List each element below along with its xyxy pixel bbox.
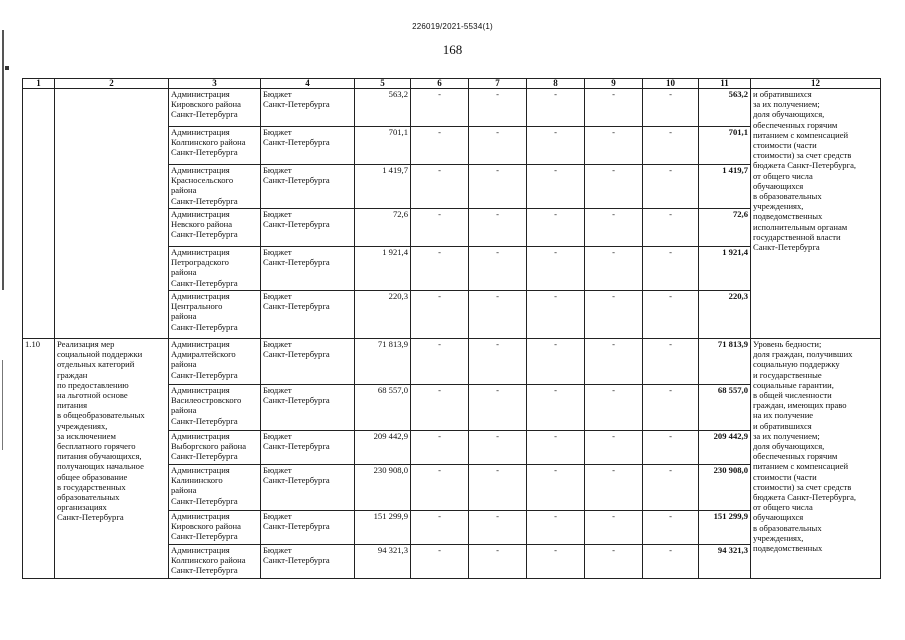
total-cell: 151 299,9 [699, 511, 751, 545]
executor-cell: Администрация Калининского района Санкт-Петербурга [169, 465, 261, 511]
total-cell: 209 442,9 [699, 431, 751, 465]
empty-year-cell: - [585, 431, 643, 465]
column-number: 4 [261, 79, 355, 89]
amount-cell: 220,3 [355, 291, 411, 339]
funding-source-cell: Бюджет Санкт-Петербурга [261, 545, 355, 579]
empty-year-cell: - [527, 89, 585, 127]
column-number: 9 [585, 79, 643, 89]
empty-year-cell: - [469, 385, 527, 431]
amount-cell: 68 557,0 [355, 385, 411, 431]
empty-year-cell: - [527, 511, 585, 545]
empty-year-cell: - [469, 511, 527, 545]
column-number: 3 [169, 79, 261, 89]
column-number: 6 [411, 79, 469, 89]
empty-year-cell: - [585, 209, 643, 247]
empty-year-cell: - [527, 165, 585, 209]
executor-cell: Администрация Кировского района Санкт-Петербурга [169, 89, 261, 127]
empty-year-cell: - [411, 209, 469, 247]
column-number: 1 [23, 79, 55, 89]
empty-year-cell: - [643, 465, 699, 511]
empty-year-cell: - [643, 511, 699, 545]
column-number: 8 [527, 79, 585, 89]
column-number: 5 [355, 79, 411, 89]
empty-year-cell: - [527, 385, 585, 431]
empty-year-cell: - [585, 165, 643, 209]
empty-year-cell: - [411, 165, 469, 209]
amount-cell: 94 321,3 [355, 545, 411, 579]
funding-source-cell: Бюджет Санкт-Петербурга [261, 165, 355, 209]
funding-source-cell: Бюджет Санкт-Петербурга [261, 511, 355, 545]
column-number: 7 [469, 79, 527, 89]
amount-cell: 230 908,0 [355, 465, 411, 511]
empty-year-cell: - [585, 511, 643, 545]
executor-cell: Администрация Кировского района Санкт-Петербурга [169, 511, 261, 545]
amount-cell: 563,2 [355, 89, 411, 127]
empty-year-cell: - [643, 385, 699, 431]
empty-year-cell: - [643, 247, 699, 291]
indicator-cell: Уровень бедности; доля граждан, получивших социальную поддержку и государственные социальные гарантии, в общей численности граждан, имеющих право на их получение и обратившихся за их получением; доля обучающихся, обеспеченных горячим питанием с компенсацией стоимости (части стоимости) за счет средств бюджета Санкт-Петербурга, от общего числа обучающихся в образовательных учреждениях, подведомственных [751, 339, 881, 579]
empty-year-cell: - [643, 545, 699, 579]
executor-cell: Администрация Петроградского района Санкт-Петербурга [169, 247, 261, 291]
scan-speck [5, 66, 9, 70]
empty-year-cell: - [469, 339, 527, 385]
empty-year-cell: - [585, 291, 643, 339]
total-cell: 71 813,9 [699, 339, 751, 385]
total-cell: 1 419,7 [699, 165, 751, 209]
executor-cell: Администрация Центрального района Санкт-Петербурга [169, 291, 261, 339]
funding-source-cell: Бюджет Санкт-Петербурга [261, 127, 355, 165]
empty-year-cell: - [469, 465, 527, 511]
total-cell: 230 908,0 [699, 465, 751, 511]
column-number: 11 [699, 79, 751, 89]
empty-year-cell: - [411, 89, 469, 127]
empty-year-cell: - [411, 465, 469, 511]
empty-year-cell: - [469, 291, 527, 339]
empty-year-cell: - [411, 291, 469, 339]
empty-year-cell: - [469, 545, 527, 579]
funding-source-cell: Бюджет Санкт-Петербурга [261, 291, 355, 339]
empty-year-cell: - [527, 291, 585, 339]
table-row [23, 89, 881, 127]
funding-source-cell: Бюджет Санкт-Петербурга [261, 431, 355, 465]
empty-year-cell: - [527, 339, 585, 385]
empty-year-cell: - [643, 89, 699, 127]
empty-year-cell: - [411, 339, 469, 385]
executor-cell: Администрация Василеостровского района Санкт-Петербурга [169, 385, 261, 431]
empty-year-cell: - [585, 385, 643, 431]
empty-year-cell: - [527, 465, 585, 511]
empty-year-cell: - [585, 465, 643, 511]
scan-edge-mark [2, 360, 3, 450]
amount-cell: 209 442,9 [355, 431, 411, 465]
column-number: 12 [751, 79, 881, 89]
empty-year-cell: - [527, 545, 585, 579]
amount-cell: 151 299,9 [355, 511, 411, 545]
empty-year-cell: - [585, 89, 643, 127]
amount-cell: 1 921,4 [355, 247, 411, 291]
executor-cell: Администрация Выборгского района Санкт-Петербурга [169, 431, 261, 465]
amount-cell: 1 419,7 [355, 165, 411, 209]
empty-year-cell: - [469, 89, 527, 127]
empty-year-cell: - [585, 339, 643, 385]
total-cell: 68 557,0 [699, 385, 751, 431]
empty-year-cell: - [527, 431, 585, 465]
empty-year-cell: - [411, 511, 469, 545]
executor-cell: Администрация Невского района Санкт-Петербурга [169, 209, 261, 247]
empty-year-cell: - [411, 545, 469, 579]
measure-title-cell [55, 89, 169, 339]
empty-year-cell: - [411, 247, 469, 291]
document-code: 226019/2021-5534(1) [412, 22, 493, 31]
empty-year-cell: - [643, 127, 699, 165]
empty-year-cell: - [411, 127, 469, 165]
funding-source-cell: Бюджет Санкт-Петербурга [261, 385, 355, 431]
empty-year-cell: - [643, 165, 699, 209]
executor-cell: Администрация Колпинского района Санкт-Петербурга [169, 545, 261, 579]
empty-year-cell: - [469, 209, 527, 247]
amount-cell: 701,1 [355, 127, 411, 165]
indicator-cell: и обратившихся за их получением; доля обучающихся, обеспеченных горячим питанием с компенсацией стоимости (части стоимости) за счет средств бюджета Санкт-Петербурга, от общего числа обучающихся в образовательных учреждениях, подведомственных исполнительным органам государственной власти Санкт-Петербурга [751, 89, 881, 339]
funding-source-cell: Бюджет Санкт-Петербурга [261, 247, 355, 291]
funding-source-cell: Бюджет Санкт-Петербурга [261, 209, 355, 247]
empty-year-cell: - [527, 127, 585, 165]
budget-table [22, 78, 881, 579]
empty-year-cell: - [643, 291, 699, 339]
empty-year-cell: - [643, 431, 699, 465]
total-cell: 563,2 [699, 89, 751, 127]
measure-title-cell: Реализация мер социальной поддержки отдельных категорий граждан по предоставлению на льготной основе питания в общеобразовательных учреждениях, за исключением бесплатного горячего питания обучающихся, получающих начальное общее образование в государственных образовательных организациях Санкт-Петербурга [55, 339, 169, 579]
amount-cell: 71 813,9 [355, 339, 411, 385]
total-cell: 220,3 [699, 291, 751, 339]
column-number: 10 [643, 79, 699, 89]
empty-year-cell: - [469, 431, 527, 465]
item-number-cell [23, 89, 55, 339]
funding-source-cell: Бюджет Санкт-Петербурга [261, 465, 355, 511]
total-cell: 1 921,4 [699, 247, 751, 291]
column-numbers-row [23, 79, 881, 89]
funding-source-cell: Бюджет Санкт-Петербурга [261, 89, 355, 127]
empty-year-cell: - [469, 247, 527, 291]
table-body [23, 89, 881, 579]
empty-year-cell: - [469, 165, 527, 209]
amount-cell: 72,6 [355, 209, 411, 247]
empty-year-cell: - [643, 339, 699, 385]
empty-year-cell: - [585, 545, 643, 579]
total-cell: 72,6 [699, 209, 751, 247]
total-cell: 94 321,3 [699, 545, 751, 579]
total-cell: 701,1 [699, 127, 751, 165]
empty-year-cell: - [411, 385, 469, 431]
table-row [23, 339, 881, 385]
executor-cell: Администрация Адмиралтейского района Санкт-Петербурга [169, 339, 261, 385]
empty-year-cell: - [411, 431, 469, 465]
empty-year-cell: - [585, 127, 643, 165]
executor-cell: Администрация Колпинского района Санкт-Петербурга [169, 127, 261, 165]
empty-year-cell: - [469, 127, 527, 165]
funding-source-cell: Бюджет Санкт-Петербурга [261, 339, 355, 385]
scan-edge-mark [2, 30, 4, 290]
page-number: 168 [442, 42, 463, 57]
empty-year-cell: - [527, 209, 585, 247]
column-number: 2 [55, 79, 169, 89]
empty-year-cell: - [585, 247, 643, 291]
executor-cell: Администрация Красносельского района Санкт-Петербурга [169, 165, 261, 209]
item-number-cell: 1.10 [23, 339, 55, 579]
empty-year-cell: - [527, 247, 585, 291]
empty-year-cell: - [643, 209, 699, 247]
